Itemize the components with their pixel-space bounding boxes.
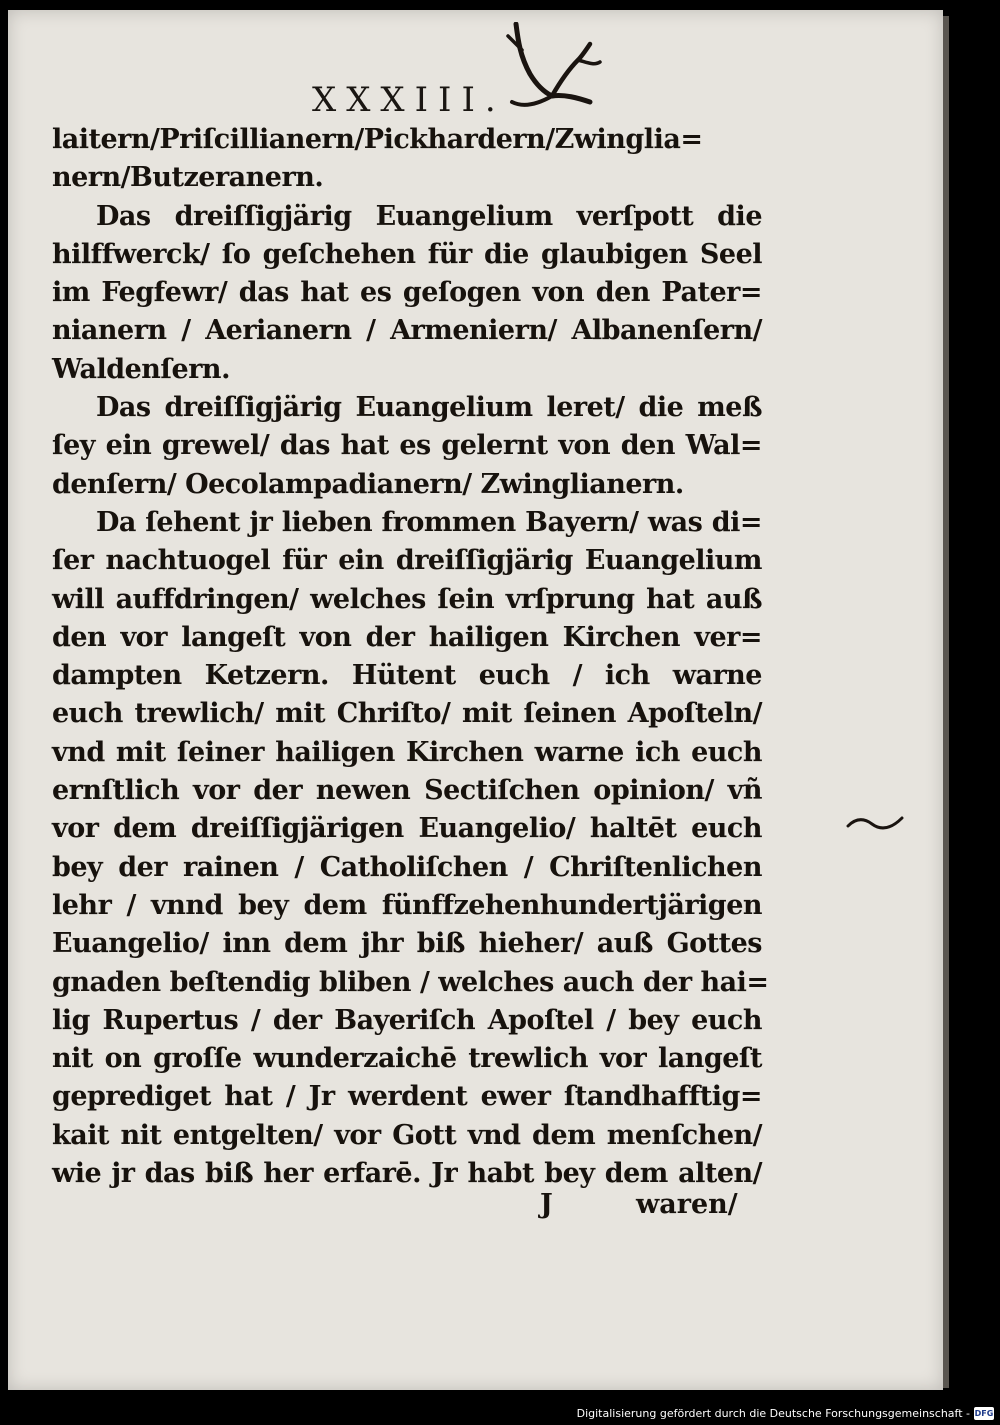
text-line: nern/Butzeranern. <box>52 162 324 194</box>
text-line: will auffdringen/ welches ſein vrſprung hat auß <box>52 583 762 615</box>
dfg-logo-icon: DFG <box>974 1409 994 1418</box>
text-line: hilffwerck/ ſo geſchehen für die glaubigen Seel <box>52 238 762 270</box>
text-line: im Fegfewr/ das hat es geſogen von den Pater= <box>52 277 762 309</box>
text-line: ſer nachtuogel für ein dreiſſigjärig Euangelium <box>52 545 762 577</box>
text-line: den vor langeſt von der hailigen Kirchen ver= <box>52 621 762 653</box>
text-line: nit on groſſe wunderzaichē trewlich vor langeſt <box>52 1043 762 1075</box>
text-line: ſey ein grewel/ das hat es gelernt von den Wal= <box>52 430 762 462</box>
text-line: Waldenſern. <box>52 353 230 385</box>
text-line: nianern / Aerianern / Armeniern/ Albanenſern/ <box>52 315 762 347</box>
folio-number: XXXIII. <box>312 80 506 120</box>
text-line: wie jr das biß her erfarē. Jr habt bey dem alten/ <box>52 1158 762 1190</box>
page-edge-shadow <box>943 16 949 1388</box>
text-line: vor dem dreiſſigjärigen Euangelio/ haltēt euch <box>52 813 762 845</box>
catchword: waren/ <box>636 1189 738 1220</box>
text-line: Das dreiſſigjärig Euangelium verſpott die <box>96 200 762 232</box>
text-line: bey der rainen / Catholiſchen / Chriſtenlichen <box>52 851 762 883</box>
text-line: kait nit entgelten/ vor Gott vnd dem menſchen/ <box>52 1119 762 1151</box>
ink-marginal-mark <box>494 22 614 112</box>
text-line: lig Rupertus / der Bayeriſch Apoſtel / bey euch <box>52 1004 762 1036</box>
footer-credit: Digitalisierung gefördert durch die Deutsche Forschungsgemeinschaft - <box>576 1407 970 1420</box>
text-line: dampten Ketzern. Hütent euch / ich warne <box>52 660 762 692</box>
text-line: geprediget hat / Jr werdent ewer ſtandhafftig= <box>52 1081 762 1113</box>
signature-mark: J <box>540 1189 553 1220</box>
text-line: vnd mit ſeiner hailigen Kirchen warne ich euch <box>52 736 762 768</box>
text-line: Euangelio/ inn dem jhr biß hieher/ auß Gottes <box>52 928 762 960</box>
text-line: denſern/ Oecolampadianern/ Zwinglianern. <box>52 468 684 500</box>
text-line: Da ſehent jr lieben frommen Bayern/ was di= <box>96 506 762 538</box>
text-line: lehr / vnnd bey dem fünffzehenhundertjärigen <box>52 889 762 921</box>
text-line: euch trewlich/ mit Chriſto/ mit ſeinen Apoſteln/ <box>52 698 762 730</box>
text-line: gnaden beſtendig bliben / welches auch der hai= <box>52 966 769 998</box>
text-line: Das dreiſſigjärig Euangelium leret/ die meß <box>96 392 762 424</box>
margin-tilde-mark <box>846 812 906 834</box>
text-line: ernſtlich vor der newen Sectiſchen opinion/ vñ <box>52 775 762 807</box>
text-line: laitern/Priſcillianern/Pickhardern/Zwinglia= <box>52 124 703 155</box>
text-block <box>52 121 769 1193</box>
